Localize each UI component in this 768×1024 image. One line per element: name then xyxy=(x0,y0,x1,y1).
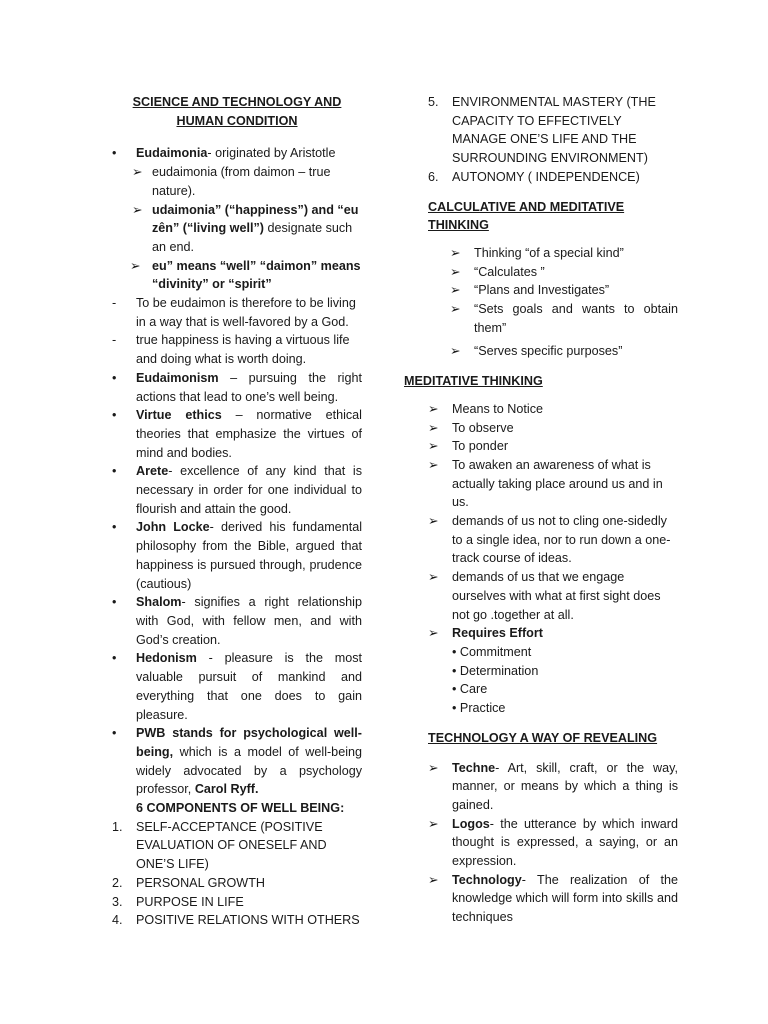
sub-item: ➢ udaimonia” (“happiness”) and “eu zên” (“living well”) designate such an end. xyxy=(132,202,359,254)
components-heading: 6 COMPONENTS OF WELL BEING: xyxy=(136,801,345,816)
list-item: ➢ “Calculates ” xyxy=(404,263,678,282)
list-item-eudaimonism: • Eudaimonism – pursuing the right actions that lead to one’s well being. xyxy=(112,370,362,404)
arrow-icon: ➢ xyxy=(130,258,141,273)
arrow-icon: ➢ xyxy=(428,626,439,641)
numbered-item: 2. PERSONAL GROWTH xyxy=(112,875,265,890)
bullet-marker: • xyxy=(112,595,117,610)
bullet-marker: • xyxy=(452,644,457,659)
list-item: ➢ To observe xyxy=(404,419,678,438)
sub-item: ➢ eudaimonia (from daimon – true nature). xyxy=(132,165,331,198)
page-title: SCIENCE AND TECHNOLOGY AND HUMAN CONDITION xyxy=(132,95,342,128)
arrow-icon: ➢ xyxy=(428,457,439,472)
left-column xyxy=(112,93,362,930)
bullet-marker: • xyxy=(452,682,457,697)
section-heading-calculative: CALCULATIVE AND MEDITATIVE THINKING xyxy=(428,199,625,233)
arrow-icon: ➢ xyxy=(428,401,439,416)
list-item-shalom: • Shalom- signifies a right relationship with God, with fellow men, and with God’s creation. xyxy=(112,595,362,647)
arrow-icon: ➢ xyxy=(428,816,439,831)
dash-marker: - xyxy=(112,333,117,348)
list-item-technology: ➢ Technology- The realization of the knowledge which will form into skills and techniques xyxy=(428,872,678,925)
list-item-requires-effort: ➢ Requires Effort xyxy=(404,624,678,643)
dash-marker: - xyxy=(112,296,117,311)
list-item-virtue-ethics: • Virtue ethics – normative ethical theories that emphasize the virtues of mind and bodies. xyxy=(112,408,362,460)
technology-list xyxy=(404,759,678,927)
bullet-marker: • xyxy=(112,464,117,479)
list-item: ➢ “Plans and Investigates” xyxy=(404,281,678,300)
sub-item: ➢ eu” means “well” “daimon” means “divinity” or “spirit” xyxy=(130,258,361,292)
list-item-pwb: • PWB stands for psychological well-being, which is a model of well-being widely advocated by a psychology professor, Carol Ryff. xyxy=(112,726,362,797)
list-item-arete: • Arete- excellence of any kind that is necessary in order for one individual to flourish and attain the good. xyxy=(112,464,362,516)
list-item-techne: ➢ Techne- Art, skill, craft, or the way, manner, or means by which a thing is gained. xyxy=(428,760,678,812)
list-item: ➢ Thinking “of a special kind” xyxy=(404,244,678,263)
bullet-marker: • xyxy=(112,651,117,666)
arrow-icon: ➢ xyxy=(450,264,461,279)
list-item-eudaimonia: • Eudaimonia- originated by Aristotle xyxy=(112,144,362,163)
numbered-item: 5. ENVIRONMENTAL MASTERY (THE CAPACITY TO EFFECTIVELY MANAGE ONE’S LIFE AND THE SURROUNDING ENVIRONMENT) xyxy=(428,95,656,166)
right-column xyxy=(404,93,678,927)
list-item: ➢ To ponder xyxy=(404,437,678,456)
effort-item: • Determination xyxy=(452,663,539,678)
bullet-marker: • xyxy=(112,520,117,535)
arrow-icon: ➢ xyxy=(450,283,461,298)
dash-item: - To be eudaimon is therefore to be living in a way that is well-favored by a God. xyxy=(112,296,356,329)
arrow-icon: ➢ xyxy=(132,202,143,217)
meditative-list xyxy=(404,400,678,718)
bullet-marker: • xyxy=(112,146,117,161)
list-item: ➢ “Sets goals and wants to obtain them” xyxy=(450,302,678,335)
numbered-item: 6. AUTONOMY ( INDEPENDENCE) xyxy=(428,169,640,184)
bullet-marker: • xyxy=(452,701,457,716)
arrow-icon: ➢ xyxy=(428,514,439,529)
list-item: ➢ demands of us not to cling one-sidedly to a single idea, nor to run down a one-track course of ideas. xyxy=(428,514,671,566)
bullet-marker: • xyxy=(452,663,457,678)
numbered-item: 3. PURPOSE IN LIFE xyxy=(112,894,244,909)
arrow-icon: ➢ xyxy=(428,872,439,887)
list-item: ➢ “Serves specific purposes” xyxy=(404,342,678,361)
bullet-marker: • xyxy=(112,370,117,385)
numbered-item: 4. POSITIVE RELATIONS WITH OTHERS xyxy=(112,913,360,928)
arrow-icon: ➢ xyxy=(132,165,143,180)
list-item-john-locke: • John Locke- derived his fundamental philosophy from the Bible, argued that happiness is pursued through, prudence (cautious) xyxy=(112,520,362,591)
effort-item: • Commitment xyxy=(452,644,532,659)
effort-item: • Practice xyxy=(452,701,506,716)
numbered-item: 1. SELF-ACCEPTANCE (POSITIVE EVALUATION OF ONESELF AND ONE’S LIFE) xyxy=(112,819,327,872)
effort-item: • Care xyxy=(452,682,488,697)
arrow-icon: ➢ xyxy=(450,344,461,359)
list-item: ➢ To awaken an awareness of what is actually taking place around us and in us. xyxy=(428,457,663,510)
list-item: ➢ Means to Notice xyxy=(404,400,678,419)
numbered-list xyxy=(112,818,362,930)
arrow-icon: ➢ xyxy=(428,439,439,454)
arrow-icon: ➢ xyxy=(428,420,439,435)
section-heading-technology: TECHNOLOGY A WAY OF REVEALING xyxy=(428,730,658,745)
arrow-icon: ➢ xyxy=(428,760,439,775)
arrow-icon: ➢ xyxy=(428,570,439,585)
dash-item: - true happiness is having a virtuous life and doing what is worth doing. xyxy=(112,333,350,367)
arrow-icon: ➢ xyxy=(450,245,461,260)
bullet-marker: • xyxy=(112,726,117,741)
calculative-list xyxy=(404,244,678,361)
section-heading-meditative: MEDITATIVE THINKING xyxy=(404,374,543,389)
list-item-hedonism: • Hedonism - pleasure is the most valuable pursuit of mankind and everything that one does to gain pleasure. xyxy=(112,651,362,722)
bullet-marker: • xyxy=(112,408,117,423)
arrow-icon: ➢ xyxy=(450,302,461,317)
list-item-logos: ➢ Logos- the utterance by which inward thought is expressed, a saying, or an expression. xyxy=(428,816,678,869)
list-item: ➢ demands of us that we engage ourselves with what at first sight does not go .together at all. xyxy=(428,570,661,622)
